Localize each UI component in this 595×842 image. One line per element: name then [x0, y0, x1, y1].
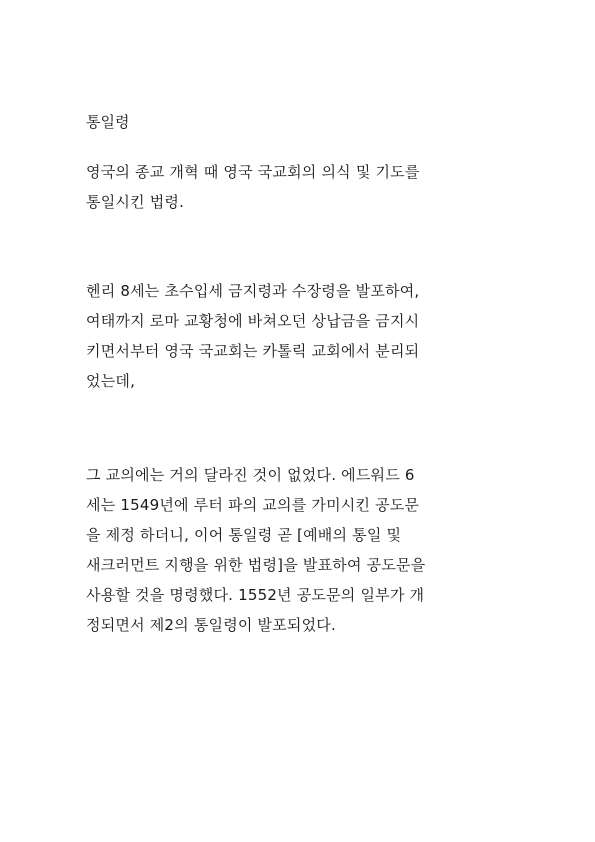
- text-line: 사용할 것을 명령했다. 1552년 공도문의 일부가 개: [86, 586, 425, 604]
- text-line: 헨리 8세는 초수입세 금지령과 수장령을 발포하여,: [86, 282, 420, 300]
- text-line: 통일시킨 법령.: [86, 193, 185, 211]
- text-line: 정되면서 제2의 통일령이 발포되었다.: [86, 616, 336, 634]
- paragraph-henry-viii: [86, 281, 516, 401]
- text-line: 새크러먼트 지행을 위한 법령]을 발표하여 공도문을: [86, 556, 426, 574]
- text-line: 었는데,: [86, 372, 136, 390]
- text-line: 키면서부터 영국 국교회는 카톨릭 교회에서 분리되: [86, 342, 420, 360]
- paragraph-definition: [86, 162, 516, 222]
- paragraph-edward-vi: [86, 465, 516, 645]
- text-line: 영국의 종교 개혁 때 영국 국교회의 의식 및 기도를: [86, 163, 420, 181]
- text-line: 그 교의에는 거의 달라진 것이 없었다. 에드워드 6: [86, 466, 415, 484]
- text-line: 여태까지 로마 교황청에 바쳐오던 상납금을 금지시: [86, 312, 420, 330]
- text-line: 세는 1549년에 루터 파의 교의를 가미시킨 공도문: [86, 496, 420, 514]
- text-line: 을 제정 하더니, 이어 통일령 곧 [예배의 통일 및: [86, 526, 402, 544]
- document-title: 통일령: [86, 113, 130, 131]
